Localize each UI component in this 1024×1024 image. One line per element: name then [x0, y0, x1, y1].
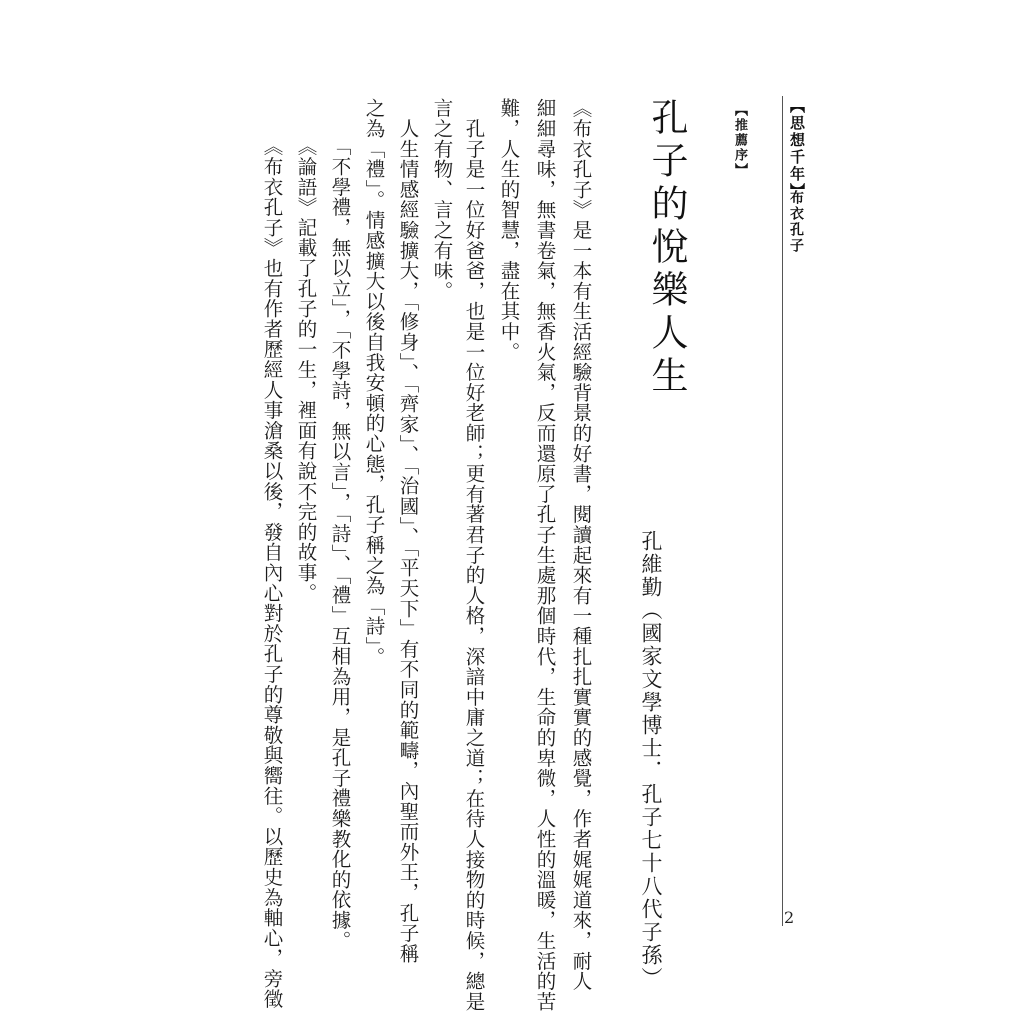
author-byline: 孔維勤（國家文學博士．孔子七十八代子孫）	[639, 530, 663, 990]
body-line: 言之有物、言之有味。	[430, 98, 454, 301]
page-number: 2	[784, 908, 795, 927]
body-line: 人生情感經驗擴大，「修身」、「齊家」、「治國」、「平天下」有不同的範疇，內聖而外王，孔子稱	[396, 98, 420, 964]
series-label: 【思想千年】	[788, 98, 806, 200]
body-line: 《布衣孔子》也有作者歷經人事滄桑以後，發自內心對於孔子的尊敬與嚮往。以歷史為軸心，旁徵	[260, 136, 284, 1009]
header-divider	[782, 96, 783, 926]
essay-title: 孔子的悅樂人生	[645, 98, 688, 399]
body-line: 《論語》記載了孔子的一生，裡面有說不完的故事。	[294, 136, 318, 603]
body-line: 細細尋味，無書卷氣，無香火氣，反而還原了孔子生處那個時代，生命的卑微，人性的溫暖，生活的苦	[533, 98, 557, 1012]
body-line: 之為「禮」。情感擴大以後自我安頓的心態，孔子稱之為「詩」。	[362, 98, 386, 668]
body-line: 難，人生的智慧，盡在其中。	[497, 98, 521, 362]
body-line: 「不學禮，無以立」，「不學詩，無以言」，「詩」、「禮」互相為用，是孔子禮樂教化的依據。	[328, 136, 352, 951]
body-line: 孔子是一位好爸爸，也是一位好老師；更有著君子的人格，深諳中庸之道；在待人接物的時候，總是	[462, 98, 486, 1012]
body-line: 《布衣孔子》是一本有生活經驗背景的好書，閱讀起來有一種扎扎實實的感覺，作者娓娓道來，耐人	[569, 98, 593, 992]
section-label: 【推薦序】	[732, 103, 747, 178]
running-book-title: 布衣孔子	[788, 190, 804, 254]
